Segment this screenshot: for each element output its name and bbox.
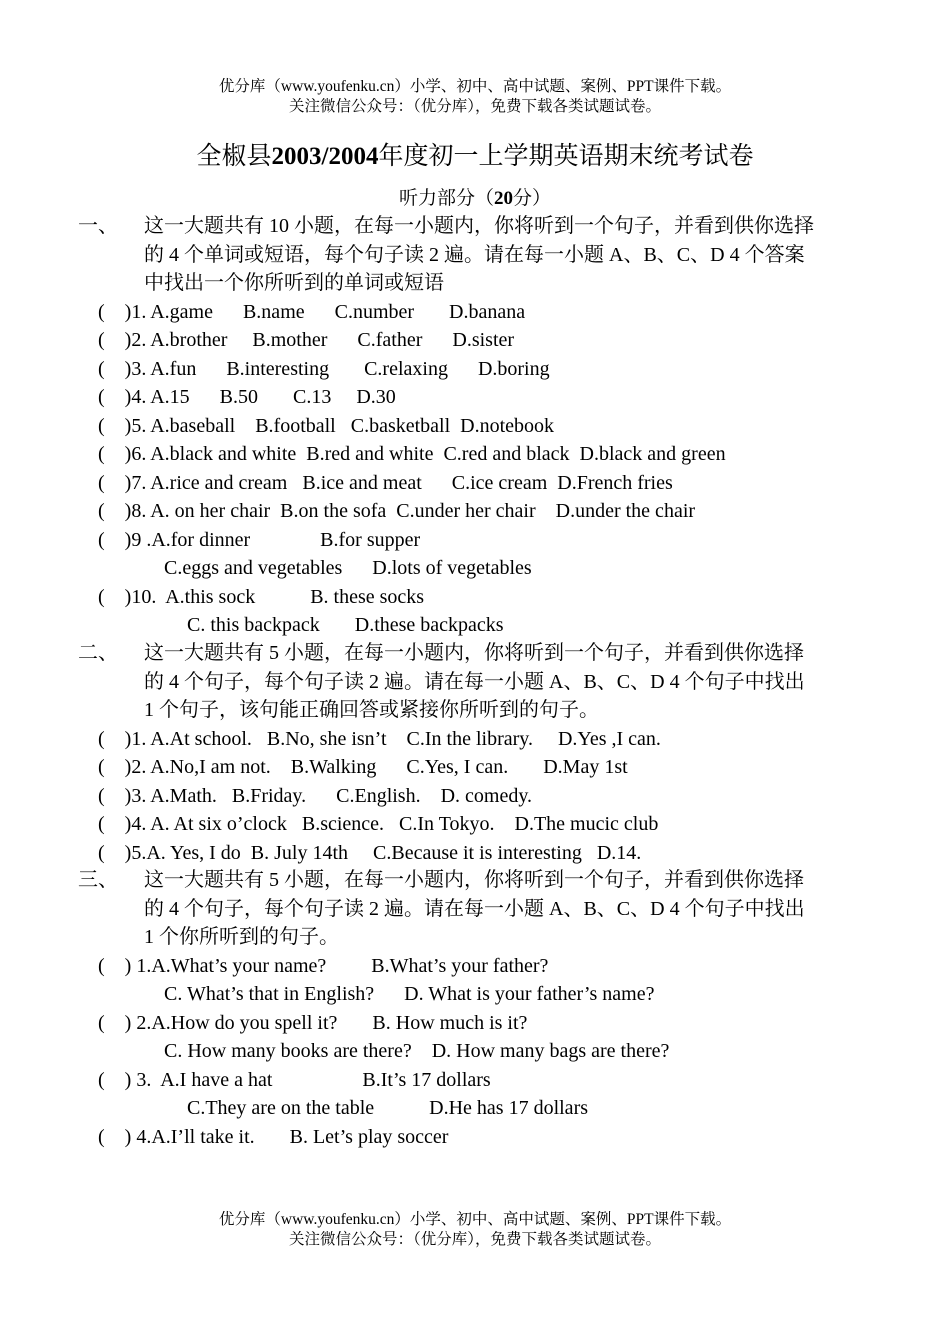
header-line-2: 关注微信公众号：（优分库），免费下载各类试题试卷。 — [288, 98, 661, 115]
part1-question-8: ( )8. A. on her chair B.on the sofa C.under her chair D.under the chair — [98, 500, 696, 522]
part2-question-2: ( )2. A.No,I am not. B.Walking C.Yes, I can. D.May 1st — [98, 756, 628, 778]
section-1-number: 一、 — [78, 215, 118, 237]
instruction-line: 的 4 个句子，每个句子读 2 遍。请在每一小题 A、B、C、D 4 个句子中找出 — [144, 670, 805, 693]
footer-line-1: 优分库（www.youfenku.cn）小学、初中、高中试题、案例、PPT课件下载。 — [218, 1211, 732, 1228]
part1-question-3: ( )3. A.fun B.interesting C.relaxing D.boring — [98, 358, 550, 380]
part3-question-1-options: C. What’s that in English? D. What is your father’s name? — [164, 983, 655, 1005]
footer-line-2: 关注微信公众号：（优分库），免费下载各类试题试卷。 — [288, 1231, 661, 1248]
part1-question-10-options: C. this backpack D.these backpacks — [187, 614, 504, 636]
instruction-line: 这一大题共有 5 小题，在每一小题内，你将听到一个句子，并看到供你选择 — [144, 869, 804, 891]
part3-question-2-options: C. How many books are there? D. How many bags are there? — [164, 1040, 670, 1062]
subtitle-prefix: 听力部分（ — [398, 188, 494, 209]
part3-question-3: ( ) 3. A.I have a hat B.It’s 17 dollars — [98, 1069, 491, 1091]
instruction-line: 中找出一个你所听到的单词或短语 — [144, 272, 444, 294]
section-2-instructions — [144, 639, 874, 725]
part1-question-6: ( )6. A.black and white B.red and white C.red and black D.black and green — [98, 443, 726, 465]
part2-question-3: ( )3. A.Math. B.Friday. C.English. D. comedy. — [98, 785, 533, 807]
part1-question-5: ( )5. A.baseball B.football C.basketball D.notebook — [98, 415, 555, 437]
section-3-instructions — [144, 866, 874, 952]
title-prefix: 全椒县 — [196, 143, 272, 170]
instruction-line: 的 4 个单词或短语，每个句子读 2 遍。请在每一小题 A、B、C、D 4 个答案 — [144, 243, 805, 266]
section-3-number: 三、 — [78, 869, 118, 891]
part3-question-2: ( ) 2.A.How do you spell it? B. How much is it? — [98, 1012, 528, 1034]
part1-question-2: ( )2. A.brother B.mother C.father D.sister — [98, 329, 515, 351]
title-year: 2003/2004 — [271, 143, 379, 170]
listening-subtitle — [0, 186, 950, 212]
instruction-line: 1 个你所听到的句子。 — [144, 926, 339, 948]
part1-question-9-options: C.eggs and vegetables D.lots of vegetables — [164, 557, 532, 579]
subtitle-score: 20 — [494, 188, 513, 209]
instruction-line: 这一大题共有 5 小题，在每一小题内，你将听到一个句子，并看到供你选择 — [144, 642, 804, 664]
part2-question-4: ( )4. A. At six o’clock B.science. C.In Tokyo. D.The mucic club — [98, 813, 659, 835]
exam-title — [0, 140, 950, 174]
part1-question-1: ( )1. A.game B.name C.number D.banana — [98, 301, 526, 323]
part3-question-4: ( ) 4.A.I’ll take it. B. Let’s play soccer — [98, 1126, 449, 1148]
header-line-1: 优分库（www.youfenku.cn）小学、初中、高中试题、案例、PPT课件下载。 — [218, 78, 732, 95]
part1-question-4: ( )4. A.15 B.50 C.13 D.30 — [98, 386, 396, 408]
part1-question-10: ( )10. A.this sock B. these socks — [98, 586, 425, 608]
section-2-number: 二、 — [78, 642, 118, 664]
part2-question-5: ( )5.A. Yes, I do B. July 14th C.Because it is interesting D.14. — [98, 842, 642, 864]
instruction-line: 1 个句子，该句能正确回答或紧接你所听到的句子。 — [144, 699, 599, 721]
part3-question-3-options: C.They are on the table D.He has 17 dollars — [187, 1097, 589, 1119]
part3-question-1: ( ) 1.A.What’s your name? B.What’s your father? — [98, 955, 549, 977]
instruction-line: 这一大题共有 10 小题，在每一小题内，你将听到一个句子，并看到供你选择 — [144, 215, 814, 237]
section-1-instructions — [144, 212, 874, 298]
part1-question-7: ( )7. A.rice and cream B.ice and meat C.ice cream D.French fries — [98, 472, 673, 494]
part1-question-9: ( )9 .A.for dinner B.for supper — [98, 529, 421, 551]
subtitle-suffix: 分） — [513, 188, 552, 209]
instruction-line: 的 4 个句子，每个句子读 2 遍。请在每一小题 A、B、C、D 4 个句子中找出 — [144, 897, 805, 920]
title-suffix: 年度初一上学期英语期末统考试卷 — [378, 143, 754, 170]
part2-question-1: ( )1. A.At school. B.No, she isn’t C.In the library. D.Yes ,I can. — [98, 728, 661, 750]
